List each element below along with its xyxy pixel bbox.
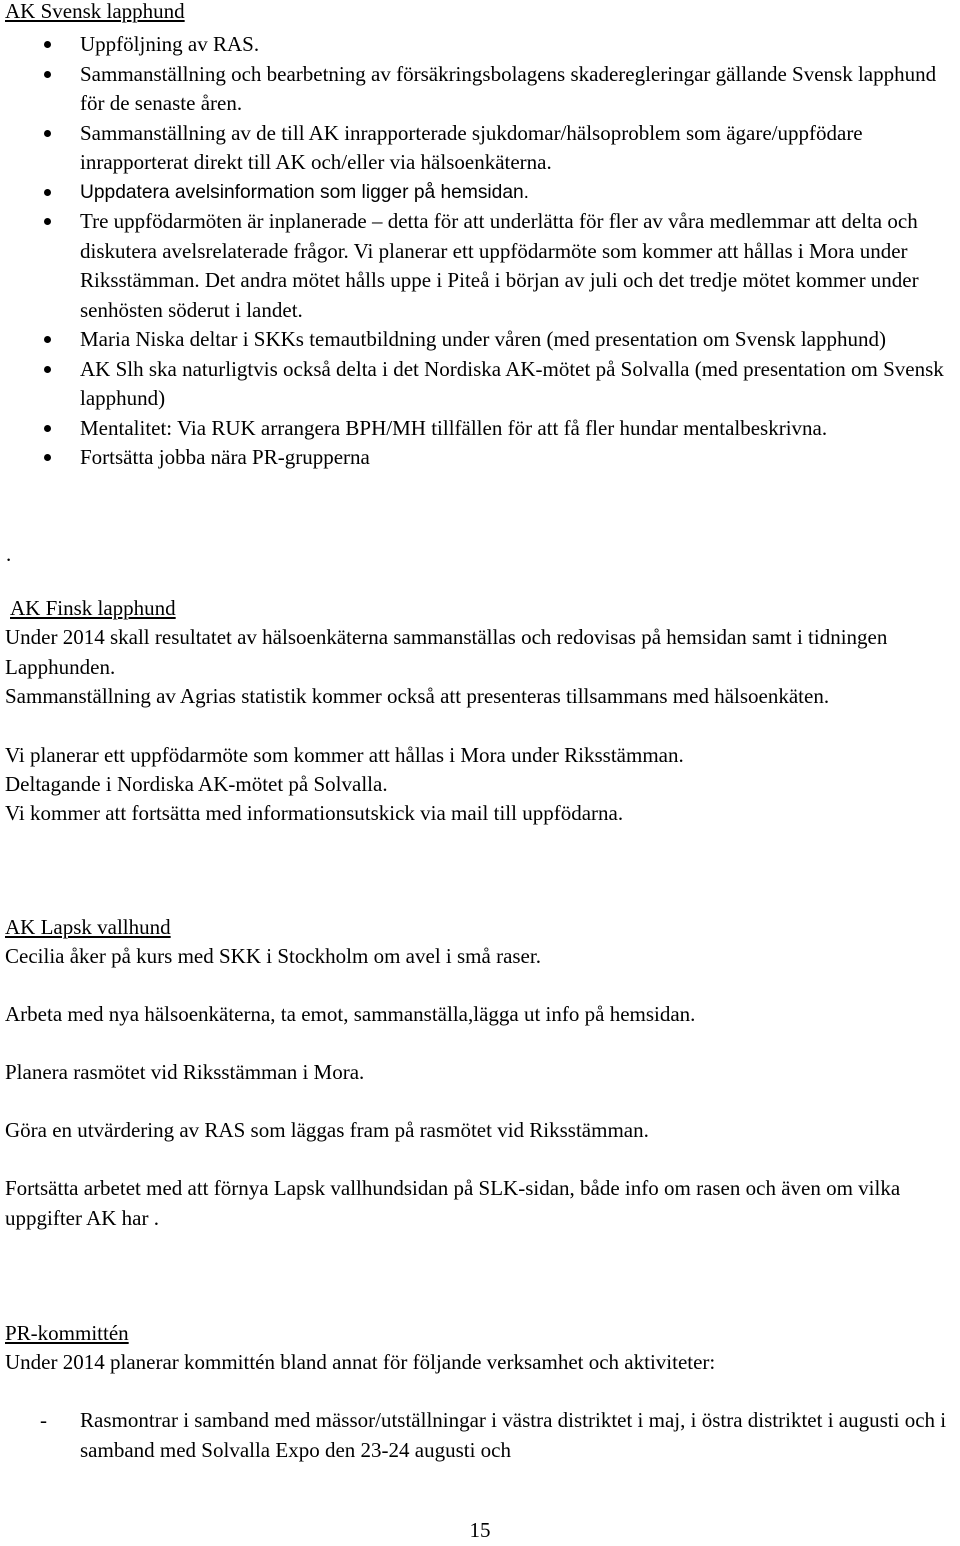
dash-item-text: Rasmontrar i samband med mässor/utställningar i västra distriktet i maj, i östra distriktet i augusti och i samband med Solvalla Expo den 23-24 augusti och (80, 1408, 947, 1462)
list-item: Sammanställning och bearbetning av försäkringsbolagens skaderegleringar gällande Svensk lapphund för de senaste åren. (0, 60, 960, 119)
list-item: Fortsätta jobba nära PR-grupperna (0, 443, 960, 473)
page-number: 15 (469, 1518, 491, 1542)
list-item: AK Slh ska naturligtvis också delta i det Nordiska AK-mötet på Solvalla (med presentation om Svensk lapphund) (0, 355, 960, 414)
list-item: Tre uppfödarmöten är inplanerade – detta för att underlätta för fler av våra medlemmar att delta och diskutera avelsrelaterade frågor. Vi planerar ett uppfödarmöte som kommer att hållas i Mora under Riksstämman. Det andra mötet hålls uppe i Piteå i början av juli och det tredje mötet kommer under senhösten söderut i landet. (0, 207, 960, 325)
list-item: Mentalitet: Via RUK arrangera BPH/MH tillfällen för att få fler hundar mentalbeskrivna. (0, 414, 960, 444)
list-item: Sammanställning av de till AK inrapporterade sjukdomar/hälsoproblem som ägare/uppfödare inrapporterat direkt till AK och/eller via hälsoenkäterna. (0, 119, 960, 178)
list-item: Uppföljning av RAS. (0, 30, 960, 60)
list-item: Maria Niska deltar i SKKs temautbildning under våren (med presentation om Svensk lapphund) (0, 325, 960, 355)
section-heading-lapsk: AK Lapsk vallhund (5, 915, 171, 939)
paragraph: Fortsätta arbetet med att förnya Lapsk vallhundsidan på SLK-sidan, både info om rasen och även om vilka uppgifter AK har . (5, 1176, 901, 1230)
section-heading-svensk: AK Svensk lapphund (5, 0, 185, 23)
paragraph: Deltagande i Nordiska AK-mötet på Solvalla. (5, 772, 388, 796)
dash-list-item (36, 1406, 960, 1465)
section-heading-pr: PR-kommittén (5, 1321, 129, 1345)
section-heading-finsk: AK Finsk lapphund (10, 596, 176, 620)
paragraph: Cecilia åker på kurs med SKK i Stockholm om avel i små raser. (5, 944, 541, 968)
paragraph: Planera rasmötet vid Riksstämman i Mora. (5, 1060, 365, 1084)
dash-marker: - (40, 1408, 47, 1432)
pr-intro: Under 2014 planerar kommittén bland annat för följande verksamhet och aktiviteter: (5, 1350, 716, 1374)
paragraph: Vi planerar ett uppfödarmöte som kommer att hållas i Mora under Riksstämman. (5, 743, 684, 767)
paragraph: Under 2014 skall resultatet av hälsoenkäterna sammanställas och redovisas på hemsidan samt i tidningen Lapphunden. (5, 625, 888, 679)
paragraph: Arbeta med nya hälsoenkäterna, ta emot, sammanställa,lägga ut info på hemsidan. (5, 1002, 696, 1026)
paragraph: Göra en utvärdering av RAS som läggas fram på rasmötet vid Riksstämman. (5, 1118, 649, 1142)
trailing-period: . (6, 542, 12, 566)
list-item: Uppdatera avelsinformation som ligger på hemsidan. (0, 178, 960, 208)
paragraph: Vi kommer att fortsätta med informationsutskick via mail till uppfödarna. (5, 801, 624, 825)
svensk-bullet-list (0, 30, 960, 473)
paragraph: Sammanställning av Agrias statistik kommer också att presenteras tillsammans med hälsoenkäten. (5, 684, 830, 708)
